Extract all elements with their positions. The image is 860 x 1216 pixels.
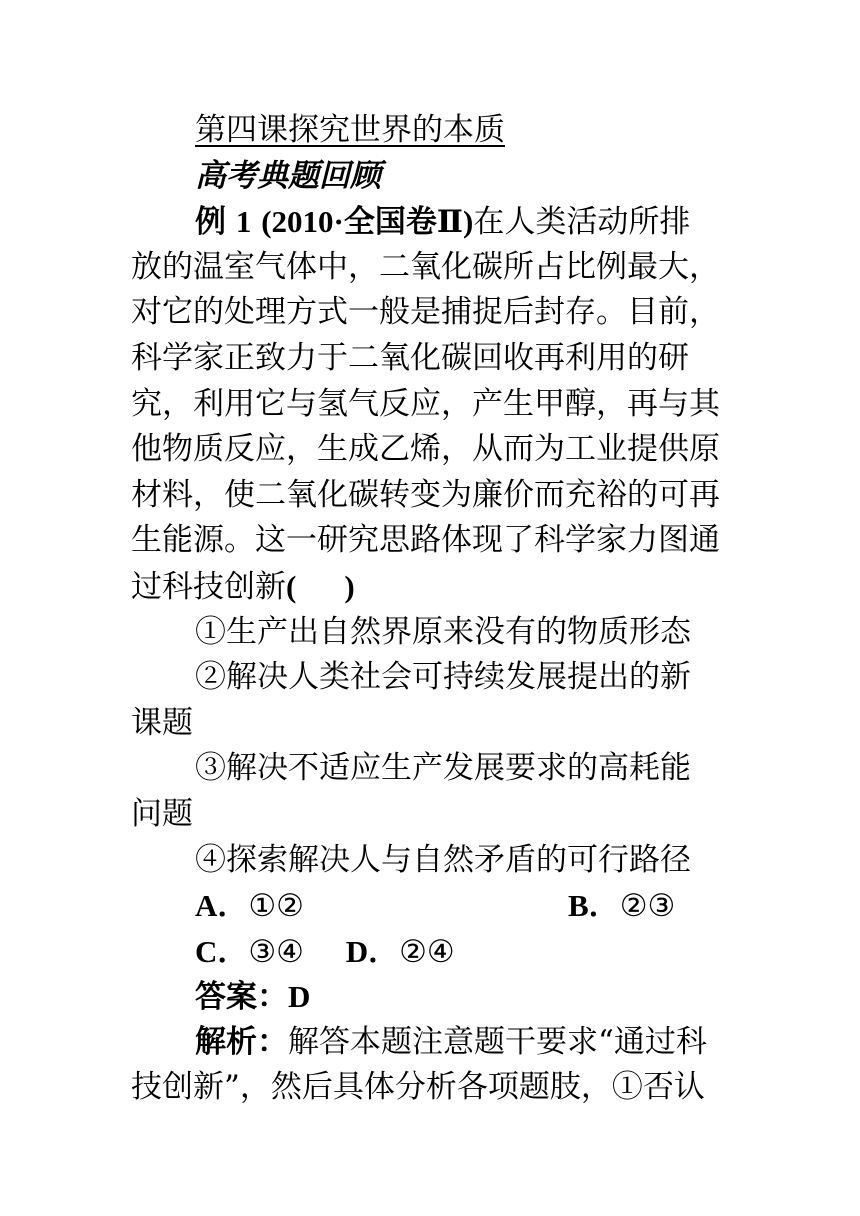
options-row-ab: [131, 883, 731, 929]
statement-2-continued: 课题: [131, 704, 193, 741]
question-stem-last-line: [131, 564, 731, 610]
analysis-label: 解析：: [195, 1023, 288, 1060]
analysis-first-line: [131, 1020, 731, 1066]
analysis-text-line: 技创新”，然后具体分析各项题肢，①否认: [131, 1069, 705, 1106]
answer-value: D: [288, 979, 311, 1015]
option-c-value: ③④: [248, 933, 304, 970]
option-a-letter: A．: [195, 888, 249, 924]
option-d-letter: D．: [345, 933, 400, 969]
option-b-letter: B．: [568, 888, 620, 924]
question-stem-line: 材料，使二氧化碳转变为廉价而充裕的可再: [131, 476, 720, 513]
question-stem-line: 生能源。这一研究思路体现了科学家力图通: [131, 522, 720, 559]
question-stem-line: 科学家正致力于二氧化碳回收再利用的研: [131, 339, 689, 376]
option-b-value: ②③: [619, 888, 676, 925]
question-stem-line: 过科技创新: [131, 568, 286, 605]
section-heading-line: [131, 154, 731, 200]
question-stem-line: 他物质反应，生成乙烯，从而为工业提供原: [131, 431, 720, 468]
question-stem-line: 放的温室气体中，二氧化碳所占比例最大，: [131, 248, 720, 285]
question-first-line: [131, 199, 731, 245]
option-a: [195, 888, 304, 924]
title-line: [131, 108, 731, 154]
question-stem-line: 究，利用它与氢气反应，产生甲醇，再与其: [131, 385, 720, 422]
statement-1: ①生产出自然界原来没有的物质形态: [195, 613, 691, 650]
section-heading: 高考典题回顾: [195, 157, 381, 194]
option-a-value: ①②: [248, 888, 304, 925]
analysis-text-line: 解答本题注意题干要求“通过科: [288, 1023, 707, 1060]
option-b: [568, 883, 675, 930]
options-row-cd: [131, 929, 731, 975]
answer-blank-close: ): [344, 568, 355, 604]
document-page: [131, 108, 731, 1111]
answer-line: [131, 974, 731, 1020]
question-number: 1: [235, 204, 252, 240]
question-stem-line: 对它的处理方式一般是捕捉后封存。目前，: [131, 294, 720, 331]
answer-blank-open: (: [286, 568, 297, 604]
option-c: [195, 934, 314, 970]
option-d-value: ②④: [399, 933, 455, 970]
statement-2: ②解决人类社会可持续发展提出的新: [195, 659, 691, 696]
question-stem-line: 在人类活动所排: [473, 204, 691, 241]
question-source: (2010·全国卷Ⅱ): [261, 204, 474, 240]
option-c-letter: C．: [195, 933, 249, 969]
lesson-title: 第四课探究世界的本质: [195, 112, 505, 148]
question-label: 例: [195, 204, 226, 241]
statement-4: ④探索解决人与自然矛盾的可行路径: [195, 841, 691, 878]
statement-3-continued: 问题: [131, 795, 193, 832]
option-d: [336, 934, 455, 970]
statement-3: ③解决不适应生产发展要求的高耗能: [195, 750, 691, 787]
answer-label: 答案：: [195, 979, 288, 1016]
